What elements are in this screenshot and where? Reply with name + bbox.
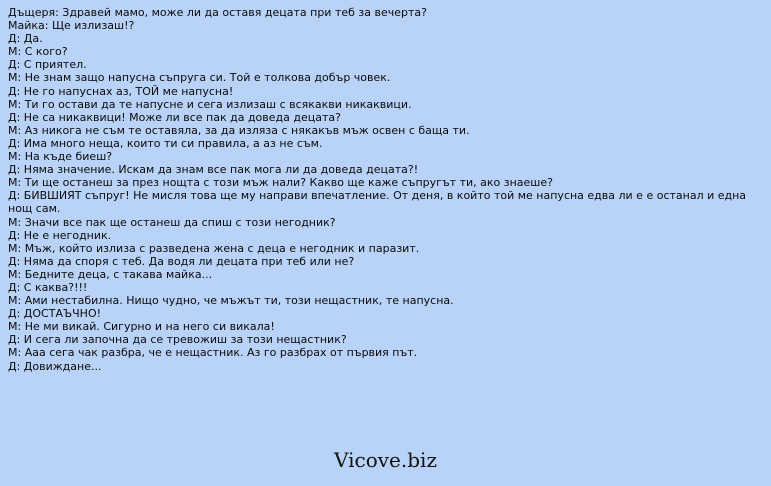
joke-line: М: С кого? (8, 45, 68, 59)
joke-line: М: Ааа сега чак разбра, че е нещастник. Аз го разбрах от първия път. (8, 346, 418, 360)
joke-line: Майка: Ще излизаш!? (8, 19, 135, 33)
joke-line: Д: Не е негодник. (8, 228, 112, 242)
joke-line: Д: ДОСТАЪЧНО! (8, 307, 102, 321)
site-watermark: Vicove.biz (334, 448, 437, 472)
joke-line: М: На къде биеш? (8, 150, 113, 164)
joke-line: М: Значи все пак ще останеш да спиш с този негодник? (8, 215, 336, 229)
joke-line: М: Не знам защо напусна съпруга си. Той е толкова добър човек. (8, 71, 391, 85)
joke-line: Д: С приятел. (8, 58, 87, 72)
joke-line: Д: Има много неща, които ти си правила, а аз не съм. (8, 136, 323, 150)
joke-line: Д: БИВШИЯТ съпруг! Не мисля това ще му направи впечатление. От деня, в който той ме напусна едва ли е е останал и една нощ сам. (8, 189, 747, 216)
joke-line: М: Ами нестабилна. Нищо чудно, че мъжът ти, този нещастник, те напусна. (8, 294, 454, 308)
joke-line: М: Мъж, който излиза с разведена жена с деца е негодник и паразит. (8, 241, 420, 255)
joke-text (8, 6, 768, 373)
joke-line: Д: Не го напуснах аз, ТОЙ ме напусна! (8, 84, 234, 98)
joke-line: Д: Довиждане... (8, 359, 102, 373)
joke-line: Д: Няма да споря с теб. Да водя ли децата при теб или не? (8, 254, 355, 268)
joke-line: М: Ти го остави да те напусне и сега излизаш с всякакви никаквици. (8, 97, 412, 111)
joke-line: М: Аз никога не съм те оставяла, за да изляза с някакъв мъж освен с баща ти. (8, 123, 470, 137)
joke-line: Д: С каква?!!! (8, 280, 88, 294)
joke-line: М: Ти ще останеш за през нощта с този мъж нали? Какво ще каже съпругът ти, ако знаеше? (8, 176, 553, 190)
joke-line: М: Не ми викай. Сигурно и на него си викала! (8, 320, 275, 334)
joke-line: Д: Не са никаквици! Може ли все пак да доведа децата? (8, 110, 341, 124)
joke-line: Д: И сега ли започна да се тревожиш за този нещастник? (8, 333, 347, 347)
joke-line: М: Бедните деца, с такава майка... (8, 267, 213, 281)
joke-line: Д: Няма значение. Искам да знам все пак мога ли да доведа децата?! (8, 163, 419, 177)
joke-line: Дъщеря: Здравей мамо, може ли да оставя децата при теб за вечерта? (8, 6, 427, 19)
joke-line: Д: Да. (8, 32, 43, 46)
